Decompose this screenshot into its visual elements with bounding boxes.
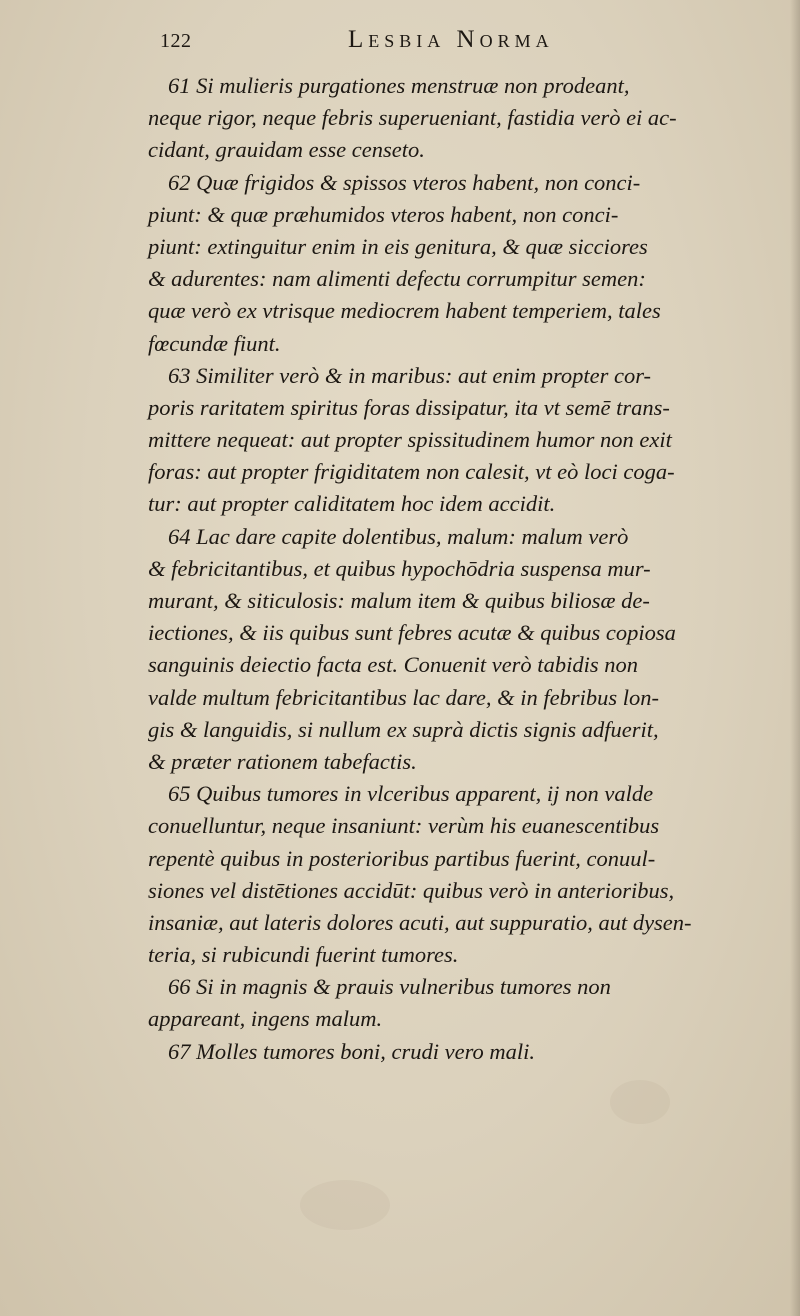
text-line: iectiones, & iis quibus sunt febres acutæ & quibus copiosa (148, 620, 676, 646)
text-line: 61 Si mulieris purgationes menstruæ non prodeant, (168, 73, 630, 98)
paper-stain (300, 1180, 390, 1230)
text-line: murant, & siticulosis: malum item & quibus biliosæ de- (148, 588, 650, 613)
paper-stain (610, 1080, 670, 1124)
text-line: appareant, ingens malum. (148, 1006, 383, 1032)
body-text (148, 70, 768, 1068)
text-line: cidant, grauidam esse censeto. (148, 137, 425, 163)
text-line: poris raritatem spiritus foras dissipatur, ita vt semē trans- (148, 394, 670, 420)
text-line: conuelluntur, neque insaniunt: verùm his euanescentibus (148, 813, 660, 839)
text-line: neque rigor, neque febris superueniant, fastidia verò ei ac- (148, 105, 677, 131)
text-line: mittere nequeat: aut propter spissitudinem humor non exit (148, 427, 672, 453)
text-line: teria, si rubicundi fuerint tumores. (148, 942, 459, 968)
text-line: sanguinis deiectio facta est. Conuenit verò tabidis non (148, 652, 638, 678)
text-line: valde multum febricitantibus lac dare, & in febribus lon- (148, 684, 659, 710)
text-line: 62 Quæ frigidos & spissos vteros habent, non conci- (168, 169, 641, 195)
text-line: foras: aut propter frigiditatem non calesit, vt eò loci coga- (148, 459, 675, 485)
text-line: & febricitantibus, et quibus hypochōdria suspensa mur- (148, 555, 651, 581)
text-line: siones vel distētiones accidūt: quibus verò in anterioribus, (148, 877, 675, 903)
text-line: piunt: & quæ præhumidos vteros habent, non conci- (148, 201, 619, 227)
text-line: 65 Quibus tumores in vlceribus apparent, ij non valde (168, 781, 654, 807)
text-line: 63 Similiter verò & in maribus: aut enim propter cor- (168, 362, 652, 388)
text-line: 64 Lac dare capite dolentibus, malum: malum verò (168, 523, 629, 549)
text-line: repentè quibus in posterioribus partibus fuerint, conuul- (148, 845, 656, 871)
text-line: piunt: extinguitur enim in eis genitura, & quæ sicciores (148, 233, 648, 259)
running-title: Lesbia Norma (348, 26, 554, 53)
text-line: 66 Si in magnis & prauis vulneribus tumores non (168, 974, 611, 1000)
text-line: & adurentes: nam alimenti defectu corrumpitur semen: (148, 266, 646, 292)
page-edge-shadow (790, 0, 800, 1316)
text-line: gis & languidis, si nullum ex suprà dictis signis adfuerit, (148, 716, 659, 742)
text-line: & præter rationem tabefactis. (148, 748, 417, 774)
text-line: fœcundæ fiunt. (148, 330, 281, 356)
page-header (160, 26, 600, 58)
text-line: 67 Molles tumores boni, crudi vero mali. (168, 1038, 536, 1064)
text-line: insaniæ, aut lateris dolores acuti, aut suppuratio, aut dysen- (148, 909, 692, 935)
page-number: 122 (160, 30, 192, 52)
text-line: quæ verò ex vtrisque mediocrem habent temperiem, tales (148, 298, 661, 324)
text-line: tur: aut propter caliditatem hoc idem accidit. (148, 491, 556, 517)
